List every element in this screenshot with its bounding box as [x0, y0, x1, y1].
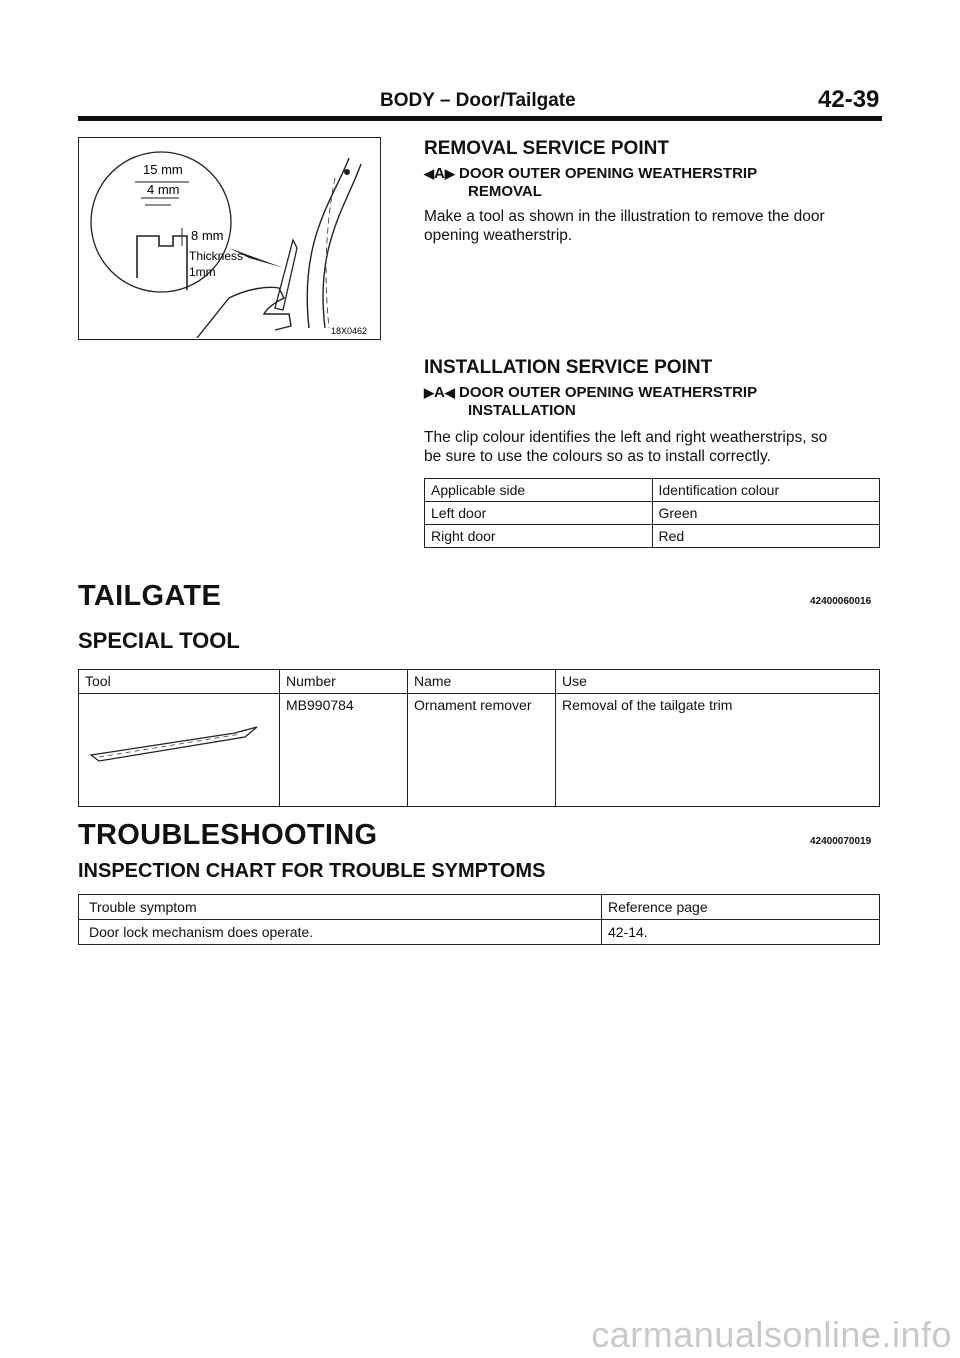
thickness-label: Thickness	[189, 249, 244, 263]
weatherstrip-tool-illustration	[78, 137, 381, 340]
table-cell: Door lock mechanism does operate.	[79, 920, 602, 945]
door-frame-outer	[307, 158, 349, 328]
special-tool-heading: SPECIAL TOOL	[78, 628, 240, 653]
header-cell: Name	[408, 670, 556, 694]
right-triangle-icon: ▶	[444, 166, 455, 181]
tool-profile	[137, 236, 187, 290]
table-cell: Ornament remover	[408, 694, 556, 807]
removal-marker: A	[434, 165, 445, 182]
table-cell: Green	[652, 502, 880, 525]
dim-4-label: 4 mm	[147, 182, 180, 197]
inspection-chart-heading: INSPECTION CHART FOR TROUBLE SYMPTOMS	[78, 860, 546, 882]
header-cell: Trouble symptom	[79, 895, 602, 920]
tool-drawing	[79, 138, 379, 338]
installation-body-line1: The clip colour identifies the left and right weatherstrips, so	[424, 429, 828, 446]
header-rule	[78, 116, 882, 121]
table-cell: Left door	[425, 502, 653, 525]
page-number: 42-39	[818, 86, 880, 113]
table-header-row	[79, 895, 880, 920]
table-header-row	[425, 479, 880, 502]
troubleshooting-heading: TROUBLESHOOTING	[78, 819, 378, 851]
installation-body-line2: be sure to use the colours so as to install correctly.	[424, 448, 771, 465]
header-cell: Identification colour	[652, 479, 880, 502]
removal-body-line1: Make a tool as shown in the illustration to remove the door	[424, 208, 825, 225]
removal-subheading	[424, 165, 757, 201]
header-cell: Tool	[79, 670, 280, 694]
clip-dot	[344, 169, 350, 175]
installation-marker: A	[434, 384, 445, 401]
left-triangle-icon: ◀	[424, 166, 434, 181]
tailgate-code: 42400060016	[810, 596, 872, 607]
table-cell: Red	[652, 525, 880, 548]
header-cell: Reference page	[602, 895, 880, 920]
installation-sub-line2: INSTALLATION	[468, 402, 576, 419]
header-cell: Number	[280, 670, 408, 694]
left-triangle-icon: ◀	[444, 385, 455, 400]
removal-body-line2: opening weatherstrip.	[424, 227, 573, 244]
right-triangle-icon: ▶	[424, 385, 434, 400]
door-frame-inner	[323, 164, 361, 328]
installation-sub-line1: DOOR OUTER OPENING WEATHERSTRIP	[459, 384, 758, 401]
table-row	[425, 502, 880, 525]
table-header-row	[79, 670, 880, 694]
table-cell: MB990784	[280, 694, 408, 807]
header-cell: Applicable side	[425, 479, 653, 502]
removal-body	[424, 207, 884, 245]
removal-sub-line1: DOOR OUTER OPENING WEATHERSTRIP	[459, 165, 758, 182]
table-row	[79, 694, 880, 807]
removal-heading: REMOVAL SERVICE POINT	[424, 138, 669, 159]
installation-subheading	[424, 384, 757, 420]
table-row	[79, 920, 880, 945]
troubleshooting-code: 42400070019	[810, 836, 872, 847]
figure-code: 18X0462	[331, 326, 368, 336]
table-cell: Right door	[425, 525, 653, 548]
identification-colour-table	[424, 478, 880, 548]
installation-body	[424, 428, 884, 466]
ornament-remover-icon	[85, 697, 265, 767]
thickness-value: 1mm	[189, 265, 216, 279]
dim-8-label: 8 mm	[191, 228, 224, 243]
hand	[197, 287, 291, 338]
page-header-title: BODY – Door/Tailgate	[380, 90, 576, 111]
installation-heading: INSTALLATION SERVICE POINT	[424, 357, 713, 378]
tool-image-cell	[79, 694, 280, 807]
trouble-symptom-table	[78, 894, 880, 945]
table-cell: 42-14.	[602, 920, 880, 945]
header-cell: Use	[556, 670, 880, 694]
tool-blade	[275, 240, 297, 310]
table-cell: Removal of the tailgate trim	[556, 694, 880, 807]
table-row	[425, 525, 880, 548]
dim-15-label: 15 mm	[143, 162, 183, 177]
special-tool-table	[78, 669, 880, 807]
watermark: carmanualsonline.info	[591, 1314, 952, 1355]
removal-sub-line2: REMOVAL	[468, 183, 542, 200]
tailgate-heading: TAILGATE	[78, 580, 222, 612]
